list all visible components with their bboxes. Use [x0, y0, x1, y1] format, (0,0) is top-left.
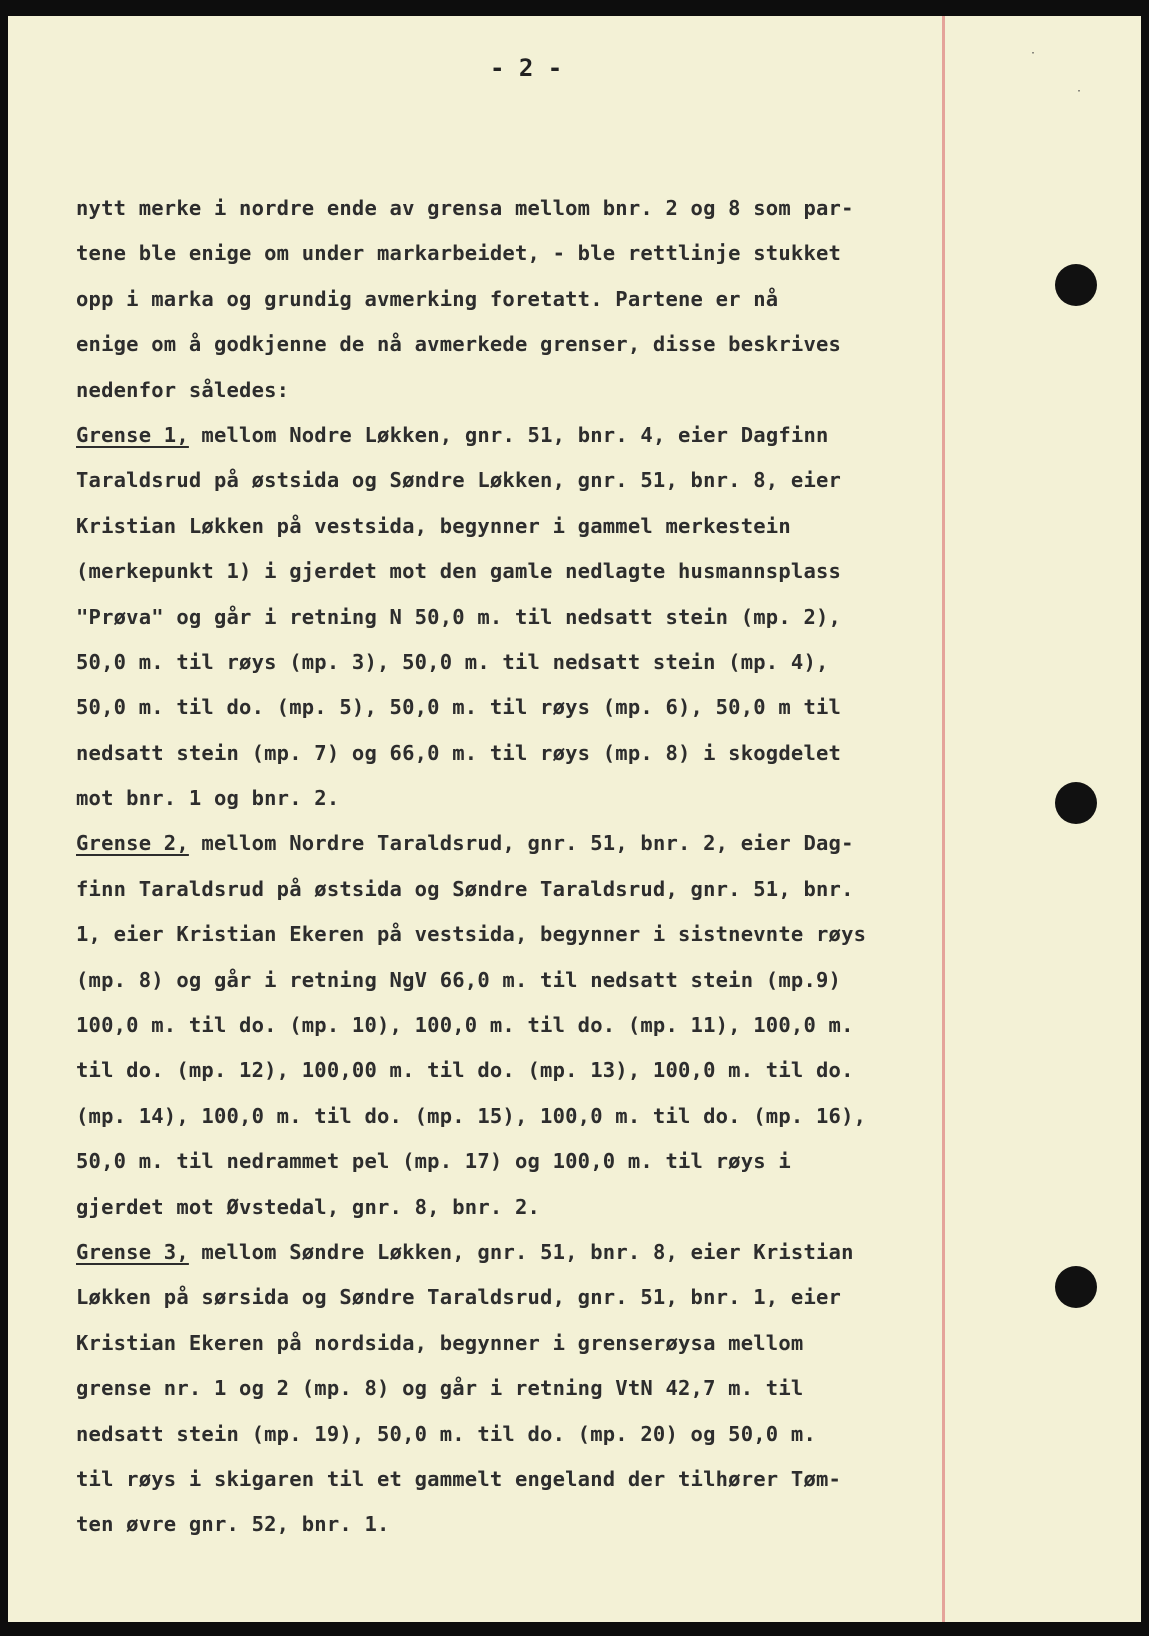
- line-text: mot bnr. 1 og bnr. 2.: [76, 786, 340, 811]
- text-line: [76, 1094, 936, 1139]
- text-line: [76, 1003, 936, 1048]
- punch-hole-icon: [1055, 1266, 1097, 1308]
- text-line: [76, 776, 936, 821]
- line-text: Kristian Løkken på vestsida, begynner i gammel merkestein: [76, 513, 791, 538]
- text-line: [76, 640, 936, 685]
- text-line: [76, 458, 936, 503]
- line-text: mellom Nodre Løkken, gnr. 51, bnr. 4, eier Dagfinn: [188, 422, 829, 447]
- section-heading: Grense 2,: [76, 831, 189, 856]
- text-line: [76, 958, 936, 1003]
- line-text: 100,0 m. til do. (mp. 10), 100,0 m. til do. (mp. 11), 100,0 m.: [76, 1013, 854, 1038]
- text-line: [76, 413, 936, 458]
- line-text: (mp. 14), 100,0 m. til do. (mp. 15), 100,0 m. til do. (mp. 16),: [76, 1103, 867, 1128]
- line-text: (mp. 8) og går i retning NgV 66,0 m. til nedsatt stein (mp.9): [76, 967, 842, 992]
- line-text: nedenfor således:: [76, 377, 290, 402]
- text-line: [76, 821, 936, 866]
- text-line: [76, 1275, 936, 1320]
- text-line: [76, 231, 936, 276]
- text-line: [76, 186, 936, 231]
- text-line: [76, 368, 936, 413]
- speck-icon: ·: [1076, 86, 1083, 97]
- line-text: nytt merke i nordre ende av grensa mellom bnr. 2 og 8 som par-: [76, 196, 854, 220]
- margin-line: [942, 16, 945, 1622]
- text-line: [76, 1366, 936, 1411]
- line-text: 50,0 m. til røys (mp. 3), 50,0 m. til nedsatt stein (mp. 4),: [76, 649, 829, 674]
- text-line: [76, 277, 936, 322]
- text-line: [76, 595, 936, 640]
- line-text: finn Taraldsrud på østsida og Søndre Taraldsrud, gnr. 51, bnr.: [76, 876, 854, 901]
- line-text: Løkken på sørsida og Søndre Taraldsrud, gnr. 51, bnr. 1, eier: [76, 1285, 842, 1310]
- text-line: [76, 1502, 936, 1547]
- text-line: [76, 1185, 936, 1230]
- line-text: enige om å godkjenne de nå avmerkede grenser, disse beskrives: [76, 332, 842, 357]
- line-text: til røys i skigaren til et gammelt engeland der tilhører Tøm-: [76, 1466, 842, 1491]
- line-text: 50,0 m. til nedrammet pel (mp. 17) og 100,0 m. til røys i: [76, 1149, 791, 1174]
- line-text: til do. (mp. 12), 100,00 m. til do. (mp. 13), 100,0 m. til do.: [76, 1058, 854, 1083]
- line-text: Kristian Ekeren på nordsida, begynner i grenserøysa mellom: [76, 1330, 804, 1355]
- punch-hole-icon: [1055, 782, 1097, 824]
- speck-icon: ·: [1030, 48, 1037, 59]
- text-line: [76, 504, 936, 549]
- text-line: [76, 322, 936, 367]
- document-page: [8, 16, 1141, 1622]
- text-line: [76, 731, 936, 776]
- line-text: mellom Søndre Løkken, gnr. 51, bnr. 8, eier Kristian: [188, 1239, 854, 1264]
- line-text: nedsatt stein (mp. 7) og 66,0 m. til røys (mp. 8) i skogdelet: [76, 740, 842, 765]
- text-line: [76, 1230, 936, 1275]
- text-line: [76, 1048, 936, 1093]
- document-body: [76, 186, 936, 1548]
- text-line: [76, 1321, 936, 1366]
- section-heading: Grense 1,: [76, 422, 189, 447]
- text-line: [76, 867, 936, 912]
- text-line: [76, 1139, 936, 1184]
- line-text: 50,0 m. til do. (mp. 5), 50,0 m. til røys (mp. 6), 50,0 m til: [76, 695, 842, 720]
- text-line: [76, 912, 936, 957]
- line-text: mellom Nordre Taraldsrud, gnr. 51, bnr. 2, eier Dag-: [188, 831, 854, 856]
- text-line: [76, 1457, 936, 1502]
- line-text: "Prøva" og går i retning N 50,0 m. til nedsatt stein (mp. 2),: [76, 604, 842, 629]
- line-text: 1, eier Kristian Ekeren på vestsida, begynner i sistnevnte røys: [76, 922, 867, 947]
- line-text: grense nr. 1 og 2 (mp. 8) og går i retning VtN 42,7 m. til: [76, 1376, 804, 1401]
- text-line: [76, 549, 936, 594]
- line-text: opp i marka og grundig avmerking foretatt. Partene er nå: [76, 286, 779, 311]
- section-heading: Grense 3,: [76, 1239, 189, 1264]
- line-text: ten øvre gnr. 52, bnr. 1.: [76, 1512, 390, 1537]
- line-text: gjerdet mot Øvstedal, gnr. 8, bnr. 2.: [76, 1194, 541, 1219]
- line-text: nedsatt stein (mp. 19), 50,0 m. til do. (mp. 20) og 50,0 m.: [76, 1421, 816, 1446]
- text-line: [76, 685, 936, 730]
- line-text: Taraldsrud på østsida og Søndre Løkken, gnr. 51, bnr. 8, eier: [76, 468, 842, 493]
- line-text: tene ble enige om under markarbeidet, - ble rettlinje stukket: [76, 241, 842, 266]
- page-number: - 2 -: [490, 54, 563, 82]
- text-line: [76, 1412, 936, 1457]
- line-text: (merkepunkt 1) i gjerdet mot den gamle nedlagte husmannsplass: [76, 559, 842, 584]
- punch-hole-icon: [1055, 264, 1097, 306]
